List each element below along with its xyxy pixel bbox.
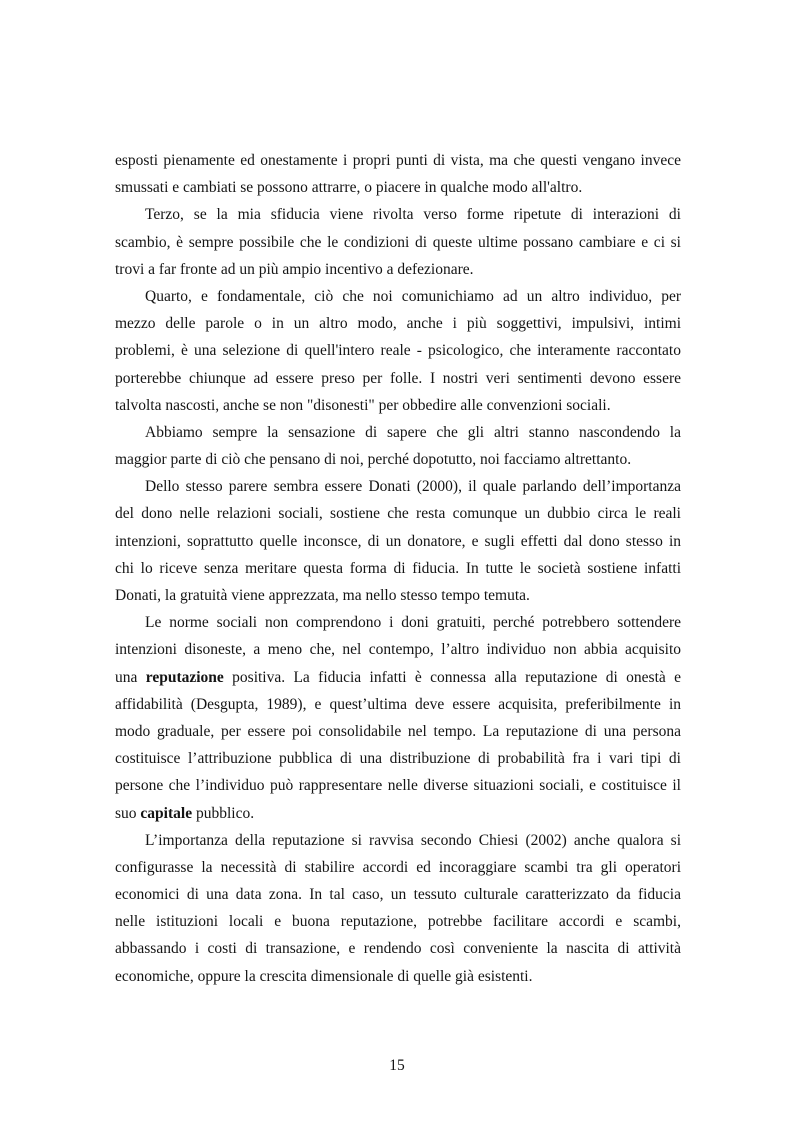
- text-segment: suo: [115, 804, 141, 822]
- text-line: Abbiamo sempre la sensazione di sapere che gli altri stanno nascondendo la: [145, 423, 681, 441]
- text-line: mezzo delle parole o in un altro modo, anche i più soggettivi, impulsivi, intimi: [115, 315, 681, 333]
- text-line: nelle istituzioni locali e buona reputazione, potrebbe facilitare accordi e scambi,: [115, 913, 681, 931]
- paragraph: [115, 147, 681, 201]
- text-line: [115, 800, 681, 827]
- paragraph: [115, 283, 681, 419]
- text-line: intenzioni, soprattutto quelle inconsce, di un donatore, e sugli effetti dal dono stesso in: [115, 532, 681, 550]
- text-line: esposti pienamente ed onestamente i propri punti di vista, ma che questi vengano invece: [115, 152, 681, 169]
- text-line: costituisce l’attribuzione pubblica di una distribuzione di probabilità fra i vari tipi di: [115, 750, 681, 768]
- text-line: Donati, la gratuità viene apprezzata, ma nello stesso tempo temuta.: [115, 587, 530, 604]
- paragraph: [115, 419, 681, 473]
- text-line: del dono nelle relazioni sociali, sostiene che resta comunque un dubbio circa le reali: [115, 505, 681, 523]
- bold-term-capitale: capitale: [140, 804, 193, 822]
- page-number: 15: [389, 1057, 405, 1074]
- text-line: economici di una data zona. In tal caso, un tessuto culturale caratterizzato da fiducia: [115, 886, 681, 904]
- paragraph: [115, 609, 681, 827]
- text-line: talvolta nascosti, anche se non "disonesti" per obbedire alle convenzioni sociali.: [115, 396, 611, 414]
- text-line: modo graduale, per essere poi consolidabile nel tempo. La reputazione di una persona: [115, 722, 681, 740]
- text-line: affidabilità (Desgupta, 1989), e quest’ultima deve essere acquisita, preferibilmente in: [115, 695, 681, 713]
- text-line: Quarto, e fondamentale, ciò che noi comunichiamo ad un altro individuo, per: [145, 287, 681, 305]
- text-line: maggior parte di ciò che pensano di noi, perché dopotutto, noi facciamo altrettanto.: [115, 451, 632, 469]
- text-segment: pubblico.: [192, 804, 255, 822]
- text-line: persone che l’individuo può rappresentare nelle diverse situazioni sociali, e costituisce il: [115, 777, 681, 795]
- paragraph: [115, 473, 681, 609]
- text-line: abbassando i costi di transazione, e rendendo così conveniente la nascita di attività: [115, 940, 681, 958]
- text-segment: positiva. La fiducia infatti è connessa alla reputazione di onestà e: [223, 668, 681, 686]
- text-line: intenzioni disoneste, a meno che, nel contempo, l’altro individuo non abbia acquisito: [115, 641, 681, 659]
- text-segment: una: [115, 668, 146, 686]
- text-line: economiche, oppure la crescita dimensionale di quelle già esistenti.: [115, 967, 533, 985]
- text-line: chi lo riceve senza meritare questa forma di fiducia. In tutte le società sostiene infatti: [115, 559, 681, 577]
- text-line: smussati e cambiati se possono attrarre, o piacere in qualche modo all'altro.: [115, 179, 583, 197]
- text-line: L’importanza della reputazione si ravvisa secondo Chiesi (2002) anche qualora si: [145, 831, 681, 849]
- text-line: problemi, è una selezione di quell'intero reale - psicologico, che interamente raccontato: [115, 342, 681, 360]
- text-line: porterebbe chiunque ad essere preso per folle. I nostri veri sentimenti devono essere: [115, 369, 681, 387]
- page-body: [115, 147, 681, 990]
- text-line: Le norme sociali non comprendono i doni gratuiti, perché potrebbero sottendere: [145, 614, 681, 632]
- text-line: trovi a far fronte ad un più ampio incentivo a defezionare.: [115, 260, 474, 278]
- text-line: configurasse la necessità di stabilire accordi ed incoraggiare scambi tra gli operatori: [115, 858, 681, 876]
- paragraph: [115, 827, 681, 990]
- text-line: Dello stesso parere sembra essere Donati (2000), il quale parlando dell’importanza: [145, 478, 681, 496]
- text-line: scambio, è sempre possibile che le condizioni di queste ultime possano cambiare e ci si: [115, 233, 681, 251]
- bold-term-reputazione: reputazione: [145, 668, 224, 686]
- text-line: [115, 664, 681, 691]
- text-line: Terzo, se la mia sfiducia viene rivolta verso forme ripetute di interazioni di: [145, 206, 681, 224]
- paragraph: [115, 201, 681, 283]
